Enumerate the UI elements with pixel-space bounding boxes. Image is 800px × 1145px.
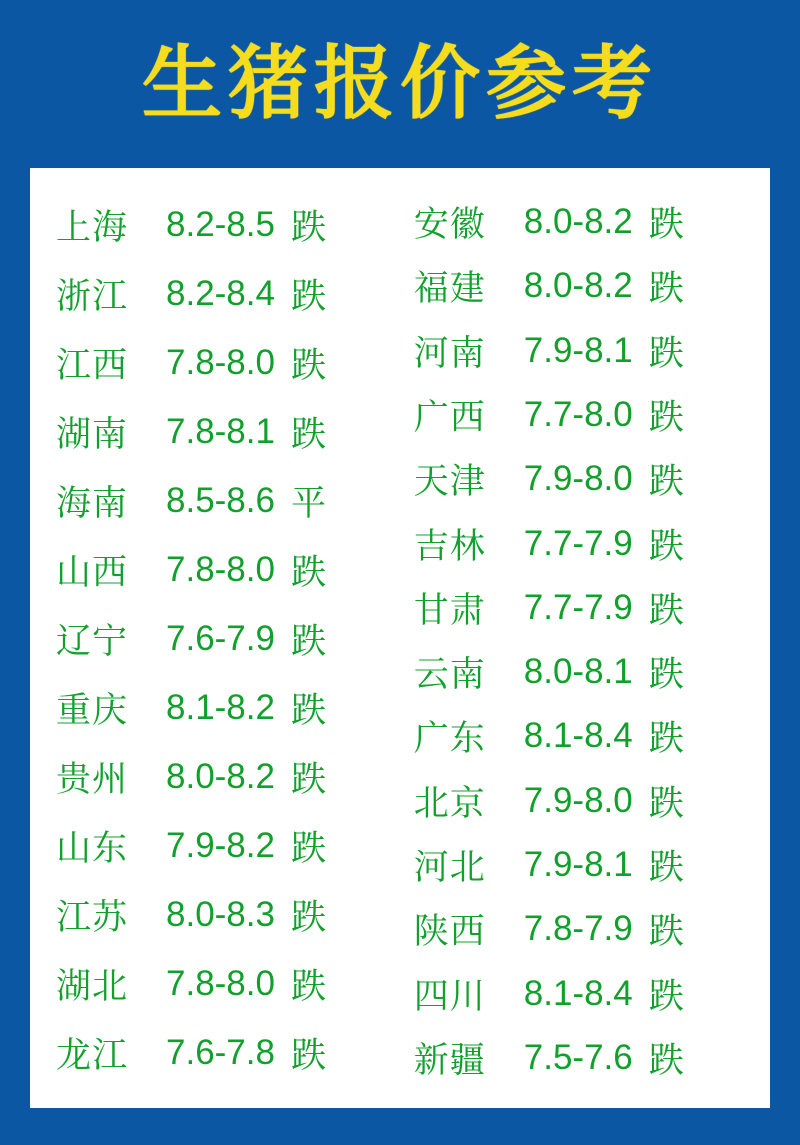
price-row: [414, 897, 744, 961]
region-label: 江西: [56, 345, 129, 386]
price-row: [414, 961, 744, 1025]
region-label: 山东: [56, 828, 129, 869]
region-label: 贵州: [56, 759, 129, 800]
price-row: [414, 511, 744, 575]
trend-label: 跌: [648, 976, 684, 1017]
trend-label: 跌: [648, 1040, 684, 1081]
price-value: 7.7-8.0: [523, 394, 633, 434]
trend-label: 跌: [290, 276, 326, 317]
title-area: [0, 0, 800, 168]
trend-label: 跌: [290, 414, 326, 455]
region-label: 河北: [413, 847, 486, 888]
region-label: 浙江: [56, 276, 129, 317]
region-label: 天津: [413, 462, 486, 503]
region-label: 上海: [56, 207, 129, 248]
page-title: 生猪报价参考: [142, 37, 658, 130]
trend-label: 平: [290, 483, 326, 524]
trend-label: 跌: [648, 397, 684, 438]
price-value: 8.2-8.5: [166, 204, 275, 244]
trend-label: 跌: [648, 912, 684, 953]
price-row: [56, 811, 386, 880]
trend-label: 跌: [648, 526, 684, 567]
region-label: 新疆: [413, 1040, 486, 1081]
region-label: 甘肃: [413, 590, 486, 631]
price-value: 8.5-8.6: [166, 480, 275, 520]
price-value: 8.0-8.2: [166, 756, 275, 796]
price-row: [414, 383, 744, 447]
price-row: [56, 742, 386, 811]
price-row: [56, 673, 386, 742]
trend-label: 跌: [648, 783, 684, 824]
trend-label: 跌: [290, 1035, 326, 1076]
trend-label: 跌: [290, 897, 326, 938]
price-row: [414, 640, 744, 704]
price-row: [56, 880, 386, 949]
trend-label: 跌: [290, 759, 326, 800]
price-row: [56, 328, 386, 397]
price-row: [56, 604, 386, 673]
price-value: 7.9-8.0: [523, 459, 633, 499]
price-value: 7.8-8.0: [166, 342, 275, 382]
trend-label: 跌: [290, 552, 326, 593]
price-value: 7.7-7.9: [523, 587, 633, 627]
price-value: 7.5-7.6: [523, 1037, 633, 1077]
price-row: [414, 833, 744, 897]
region-label: 四川: [413, 976, 486, 1017]
region-label: 重庆: [56, 690, 129, 731]
price-row: [414, 769, 744, 833]
region-label: 北京: [413, 783, 486, 824]
price-row: [414, 576, 744, 640]
price-row: [56, 259, 386, 328]
price-value: 8.2-8.4: [166, 273, 275, 313]
price-value: 8.0-8.2: [523, 266, 633, 306]
price-row: [56, 535, 386, 604]
price-value: 7.8-8.1: [166, 411, 275, 451]
price-value: 8.0-8.2: [523, 202, 633, 242]
region-label: 福建: [413, 269, 486, 310]
price-value: 8.0-8.1: [523, 652, 633, 692]
price-value: 8.1-8.4: [523, 973, 633, 1013]
price-row: [414, 704, 744, 768]
trend-label: 跌: [648, 655, 684, 696]
region-label: 山西: [56, 552, 129, 593]
price-board: [30, 168, 770, 1108]
region-label: 广东: [413, 719, 486, 760]
trend-label: 跌: [648, 205, 684, 246]
trend-label: 跌: [290, 621, 326, 662]
trend-label: 跌: [648, 847, 684, 888]
trend-label: 跌: [648, 590, 684, 631]
region-label: 龙江: [56, 1035, 129, 1076]
price-value: 7.9-8.1: [523, 330, 633, 370]
price-column-left: [56, 190, 386, 1090]
region-label: 辽宁: [56, 621, 129, 662]
price-value: 7.9-8.1: [523, 844, 633, 884]
price-value: 7.7-7.9: [523, 523, 633, 563]
price-value: 8.1-8.2: [166, 687, 275, 727]
price-value: 8.1-8.4: [523, 716, 633, 756]
trend-label: 跌: [290, 345, 326, 386]
price-row: [56, 949, 386, 1018]
region-label: 湖北: [56, 966, 129, 1007]
region-label: 吉林: [413, 526, 486, 567]
region-label: 广西: [413, 397, 486, 438]
trend-label: 跌: [290, 966, 326, 1007]
price-value: 7.6-7.8: [166, 1032, 275, 1072]
price-row: [414, 319, 744, 383]
price-row: [56, 466, 386, 535]
price-row: [56, 190, 386, 259]
region-label: 江苏: [56, 897, 129, 938]
region-label: 海南: [56, 483, 129, 524]
region-label: 安徽: [413, 205, 486, 246]
region-label: 湖南: [56, 414, 129, 455]
trend-label: 跌: [648, 462, 684, 503]
price-value: 8.0-8.3: [166, 894, 275, 934]
price-row: [414, 447, 744, 511]
price-value: 7.8-7.9: [523, 909, 633, 949]
price-value: 7.8-8.0: [166, 963, 275, 1003]
price-value: 7.8-8.0: [166, 549, 275, 589]
trend-label: 跌: [648, 719, 684, 760]
region-label: 河南: [413, 333, 486, 374]
trend-label: 跌: [290, 690, 326, 731]
price-row: [414, 190, 744, 254]
price-row: [56, 1018, 386, 1087]
trend-label: 跌: [290, 828, 326, 869]
price-row: [414, 254, 744, 318]
region-label: 云南: [413, 655, 486, 696]
price-value: 7.9-8.0: [523, 780, 633, 820]
price-column-right: [414, 190, 744, 1090]
price-row: [414, 1026, 744, 1090]
region-label: 陕西: [413, 912, 486, 953]
price-row: [56, 397, 386, 466]
price-value: 7.6-7.9: [166, 618, 275, 658]
price-value: 7.9-8.2: [166, 825, 275, 865]
trend-label: 跌: [648, 333, 684, 374]
trend-label: 跌: [290, 207, 326, 248]
trend-label: 跌: [648, 269, 684, 310]
